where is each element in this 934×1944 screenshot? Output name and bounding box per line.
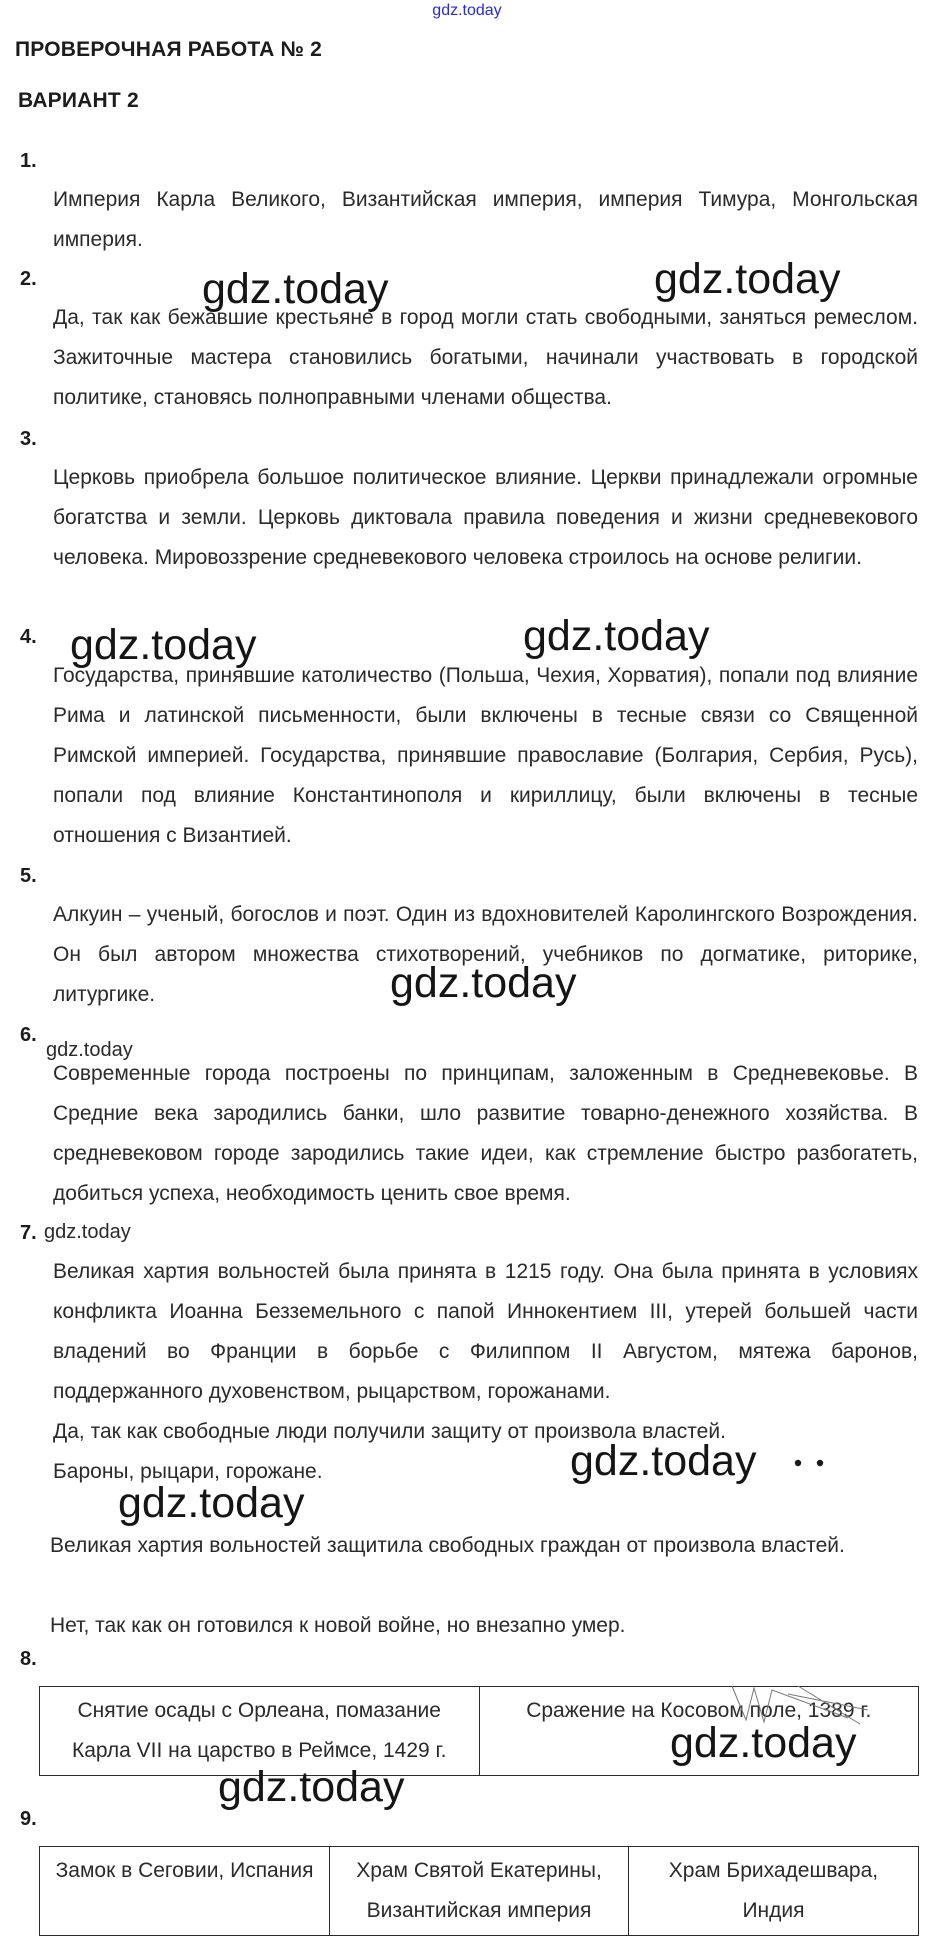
watermark: gdz.today [70, 621, 257, 669]
answer-number-1: 1. [20, 150, 37, 172]
dots-icon [790, 1442, 830, 1472]
answer-text-7d: Великая хартия вольностей защитила свободных граждан от произвола властей. [50, 1534, 845, 1557]
watermark: gdz.today [670, 1719, 857, 1767]
watermark: gdz.today [218, 1763, 405, 1811]
answer-text-7c: Бароны, рыцари, горожане. [53, 1460, 323, 1483]
watermark: gdz.today [570, 1437, 757, 1485]
answer-text-7a: Великая хартия вольностей была принята в 1215 году. Она была принята в условиях конфликта Иоанна Безземельного с папой Иннокентием III, утерей большей части владений во Франции в борьбе с Филиппом II Августом, мятежа баронов, поддержанного духовенством, рыцарством, горожанами. [53, 1260, 918, 1403]
scribble-mark [728, 1680, 878, 1730]
table-cell: Замок в Сеговии, Испания [40, 1847, 330, 1936]
answer-table-9 [39, 1846, 919, 1936]
watermark: gdz.today [523, 612, 710, 660]
answer-text-5: Алкуин – ученый, богослов и поэт. Один из вдохновителей Каролингского Возрождения. Он был автором множества стихотворений, учебников по догматике, риторике, литургике. [53, 903, 918, 1006]
table-cell: Сражение на Косовом поле, 1389 г. [479, 1687, 919, 1776]
answer-number-2: 2. [20, 268, 37, 290]
answer-number-3: 3. [20, 428, 37, 450]
answer-number-9: 9. [20, 1808, 37, 1830]
watermark: gdz.today [118, 1479, 305, 1527]
page-title: ПРОВЕРОЧНАЯ РАБОТА № 2 [15, 38, 322, 61]
answer-number-5: 5. [20, 865, 37, 887]
answer-text-3: Церковь приобрела большое политическое влияние. Церкви принадлежали огромные богатства и земли. Церковь диктовала правила поведения и жизни средневекового человека. Мировоззрение средневекового человека строилось на основе религии. [53, 466, 918, 569]
watermark: gdz.today [390, 959, 577, 1007]
answer-text-1: Империя Карла Великого, Византийская империя, империя Тимура, Монгольская империя. [53, 188, 918, 251]
watermark: gdz.today [46, 1039, 133, 1061]
answer-number-4: 4. [20, 626, 37, 648]
table-cell: Храм Брихадешвара, Индия [628, 1847, 918, 1936]
watermark: gdz.today [654, 255, 841, 303]
variant-heading: ВАРИАНТ 2 [18, 89, 139, 112]
answer-text-6: Современные города построены по принципам, заложенным в Средневековье. В Средние века зародились банки, шло развитие товарно-денежного хозяйства. В средневековом городе зародились такие идеи, как стремление быстро разбогатеть, добиться успеха, необходимость ценить свое время. [53, 1062, 918, 1205]
watermark: gdz.today [44, 1221, 131, 1243]
watermark-dots [790, 1434, 830, 1483]
answer-text-7e: Нет, так как он готовился к новой войне, но внезапно умер. [50, 1614, 626, 1637]
answer-number-8: 8. [20, 1648, 37, 1670]
table-cell: Храм Святой Екатерины, Византийская империя [330, 1847, 629, 1936]
watermark-top: gdz.today [432, 2, 502, 19]
watermark: gdz.today [202, 265, 389, 313]
answer-text-4: Государства, принявшие католичество (Польша, Чехия, Хорватия), попали под влияние Рима и латинской письменности, были включены в тесные связи со Священной Римской империей. Государства, принявшие православие (Болгария, Сербия, Русь), попали под влияние Константинополя и кириллицу, были включены в тесные отношения с Византией. [53, 664, 918, 847]
answer-text-7b: Да, так как свободные люди получили защиту от произвола властей. [53, 1420, 726, 1443]
table-cell: Снятие осады с Орлеана, помазание Карла VII на царство в Реймсе, 1429 г. [40, 1687, 480, 1776]
answer-text-2: Да, так как бежавшие крестьяне в город могли стать свободными, заняться ремеслом. Зажиточные мастера становились богатыми, начинали участвовать в городской политике, становясь полноправными членами общества. [53, 306, 918, 409]
answer-number-7: 7. [20, 1222, 37, 1244]
table-row [40, 1847, 919, 1936]
answer-number-6: 6. [20, 1024, 37, 1046]
